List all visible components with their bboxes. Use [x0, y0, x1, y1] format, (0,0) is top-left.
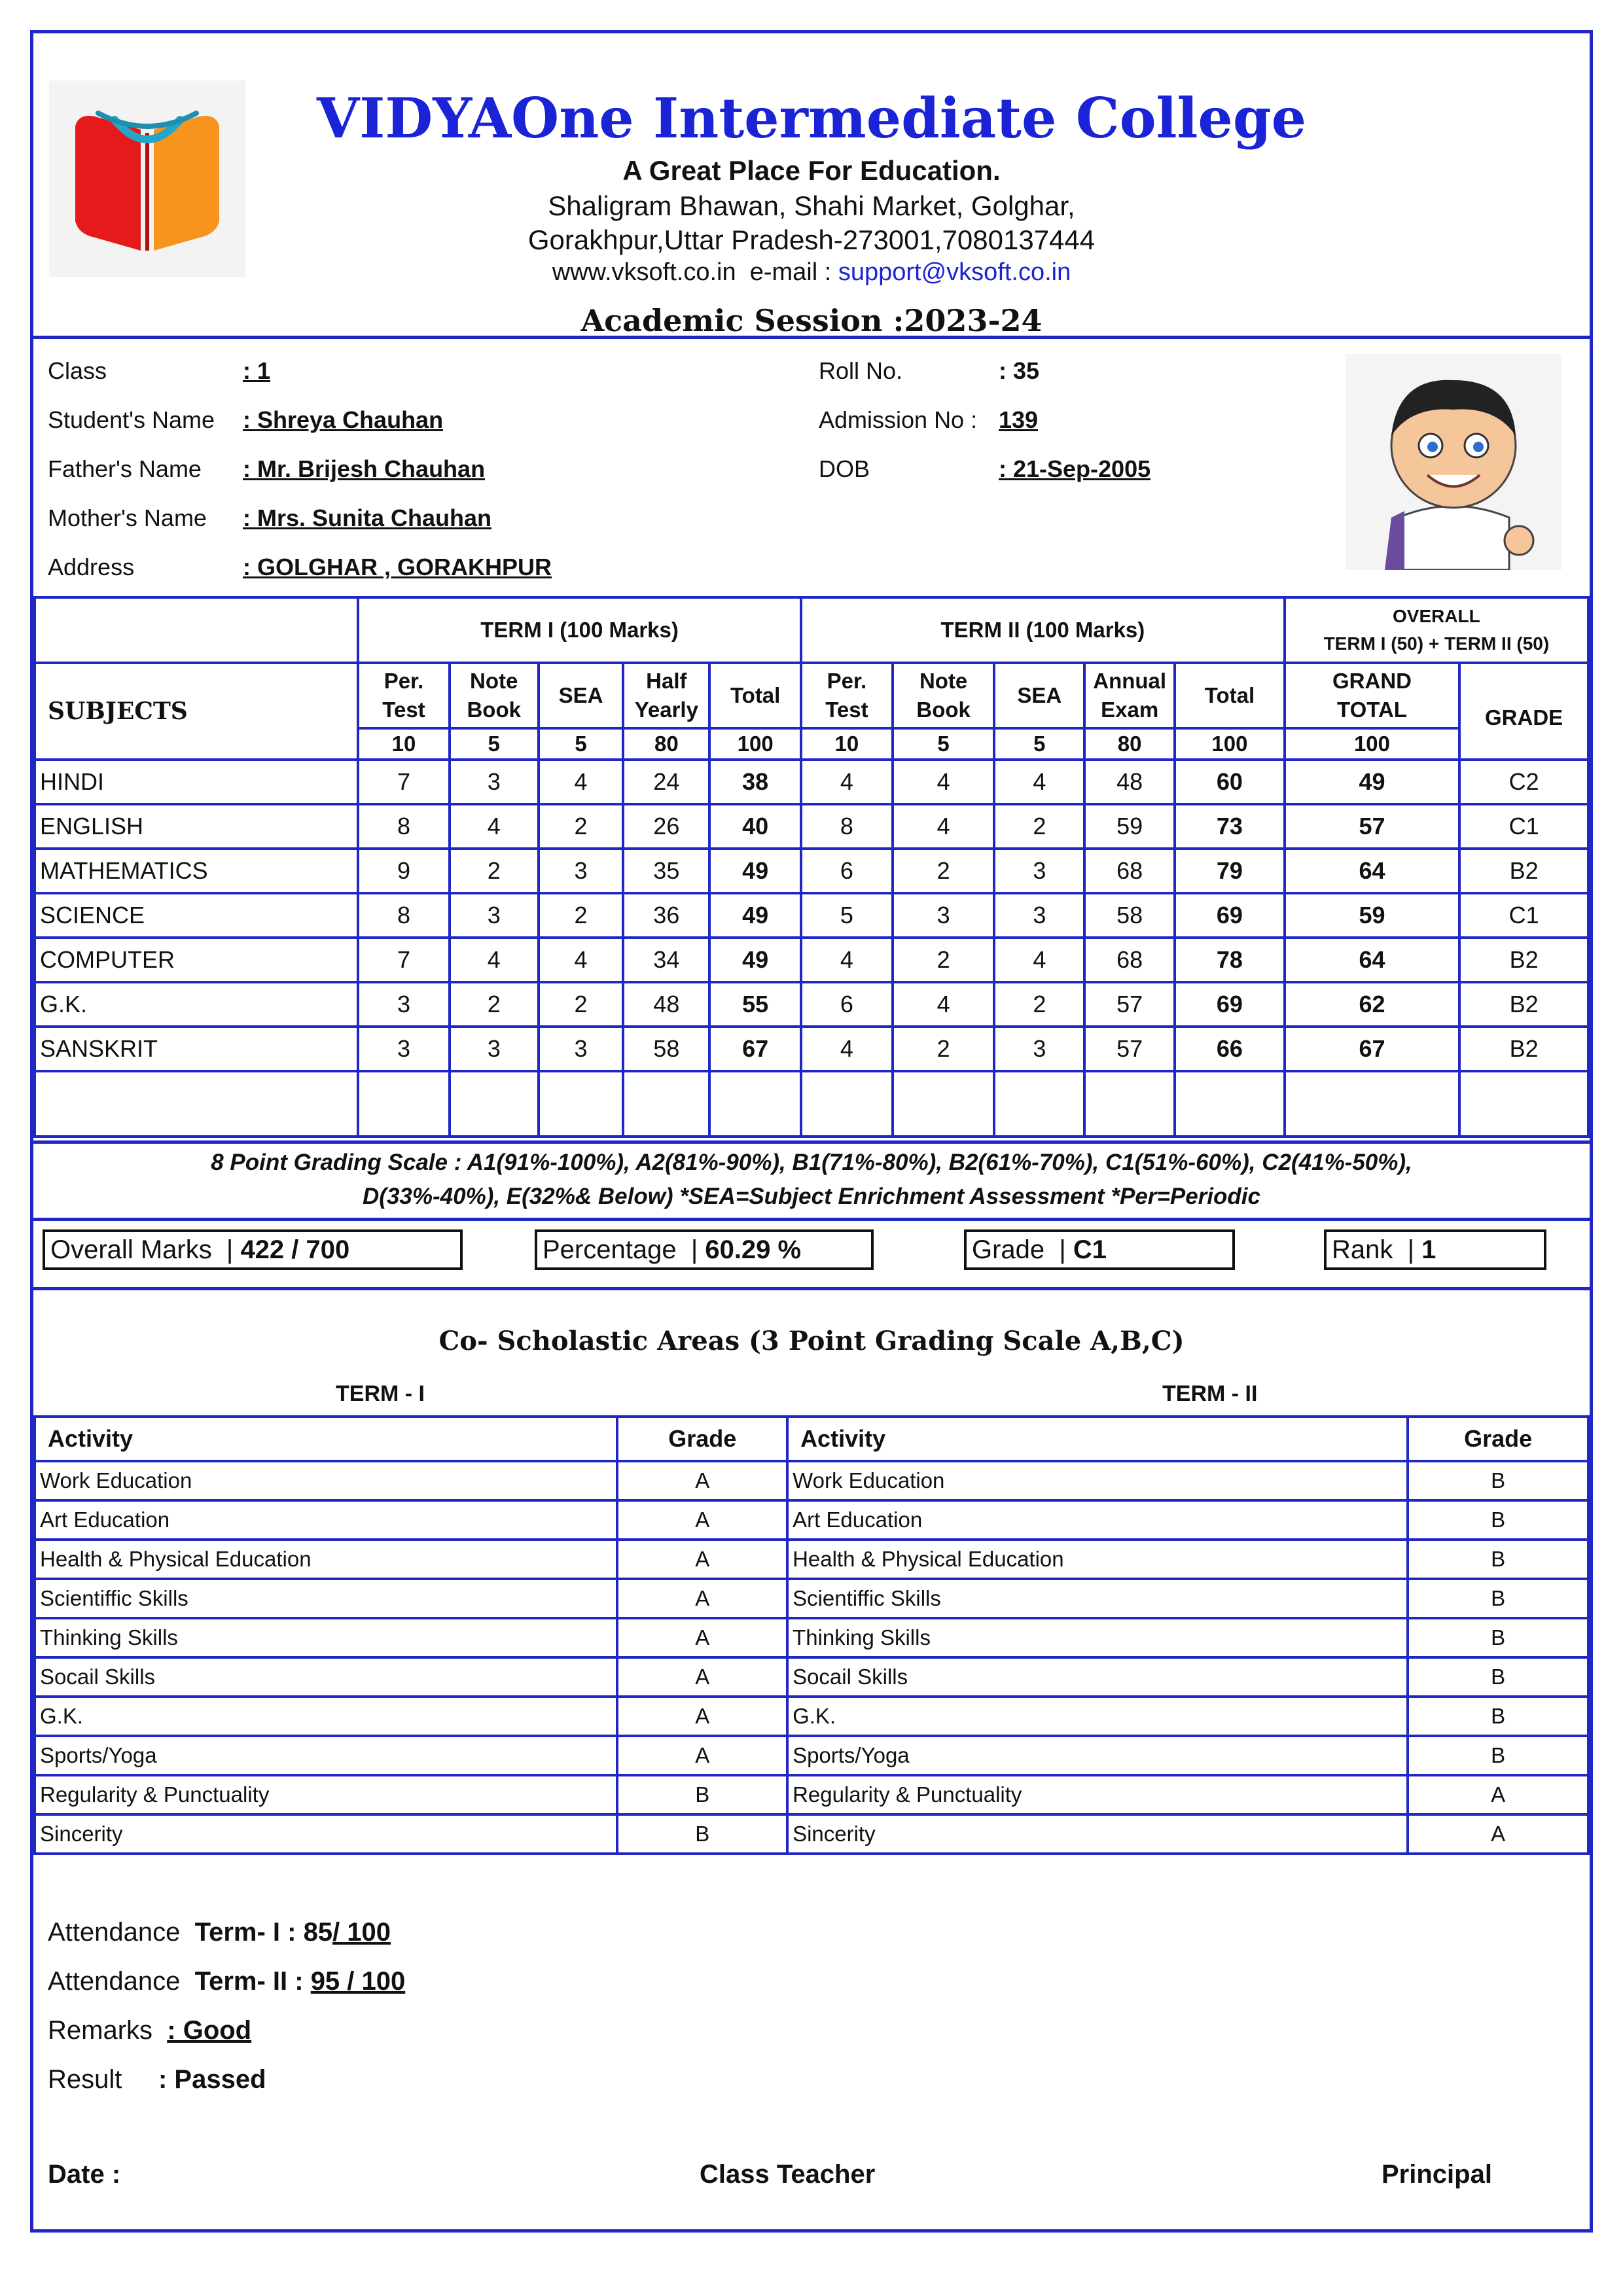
term1-mark-cell: 8: [358, 893, 450, 938]
marks-table: [33, 596, 1590, 1138]
remarks: [48, 2016, 251, 2045]
attendance-term2-value: 95 / 100: [310, 1967, 406, 1996]
term1-mark-cell: 2: [539, 982, 624, 1027]
activity-name: Sports/Yoga: [35, 1736, 617, 1775]
term1-mark-cell: 2: [539, 804, 624, 849]
term2-mark-cell: 59: [1084, 804, 1175, 849]
term1-grade: A: [617, 1697, 787, 1736]
co-scholastic-row: [35, 1814, 1588, 1854]
marks-row: [35, 1027, 1588, 1071]
term2-mark-cell: 4: [893, 760, 995, 804]
grade-header: Grade: [1408, 1417, 1588, 1461]
overall-marks-box: Overall Marks | 422 / 700: [43, 1229, 463, 1270]
term1-mark-cell: 3: [358, 1027, 450, 1071]
overall-subtitle: TERM I (50) + TERM II (50): [1323, 633, 1550, 654]
activity-name: Sincerity: [787, 1814, 1408, 1854]
marks-row: [35, 893, 1588, 938]
subject-name: HINDI: [35, 760, 358, 804]
col-total: Total: [1175, 663, 1285, 728]
grade-value: C1: [1073, 1235, 1107, 1264]
max-marks-cell: 10: [801, 728, 893, 760]
father-name-value: : Mr. Brijesh Chauhan: [243, 455, 486, 482]
divider: [33, 1218, 1590, 1221]
rank-box: Rank | 1: [1324, 1229, 1546, 1270]
term2-grade: A: [1408, 1814, 1588, 1854]
subject-name: SANSKRIT: [35, 1027, 358, 1071]
address-value: : GOLGHAR , GORAKHPUR: [243, 554, 552, 580]
term1-mark-cell: 24: [623, 760, 709, 804]
activity-name: Sports/Yoga: [787, 1736, 1408, 1775]
co-scholastic-row: [35, 1618, 1588, 1657]
term2-mark-cell: 3: [994, 1027, 1084, 1071]
address-label: Address: [48, 554, 135, 580]
term1-total-cell: 67: [709, 1027, 801, 1071]
term2-mark-cell: 3: [994, 849, 1084, 893]
student-name-value: : Shreya Chauhan: [243, 406, 444, 433]
grade-box: Grade | C1: [964, 1229, 1235, 1270]
col-total: Total: [709, 663, 801, 728]
col-note-book: Note Book: [893, 663, 995, 728]
term2-mark-cell: 3: [994, 893, 1084, 938]
term1-grade: A: [617, 1618, 787, 1657]
activity-name: Thinking Skills: [35, 1618, 617, 1657]
grand-total-cell: 67: [1285, 1027, 1459, 1071]
activity-name: Regularity & Punctuality: [35, 1775, 617, 1814]
co-scholastic-table: [33, 1415, 1590, 1855]
term2-grade: B: [1408, 1697, 1588, 1736]
marks-row: [35, 849, 1588, 893]
percentage-box: Percentage | 60.29 %: [535, 1229, 874, 1270]
activity-name: Scientiffic Skills: [35, 1579, 617, 1618]
term1-mark-cell: 58: [623, 1027, 709, 1071]
term2-mark-cell: 2: [994, 982, 1084, 1027]
grading-scale-line-2: D(33%-40%), E(32%& Below) *SEA=Subject Enrichment Assessment *Per=Periodic: [363, 1184, 1260, 1209]
term2-mark-cell: 3: [893, 893, 995, 938]
term2-mark-cell: 2: [893, 1027, 995, 1071]
term1-grade: A: [617, 1657, 787, 1697]
term2-grade: B: [1408, 1657, 1588, 1697]
term2-total-cell: 66: [1175, 1027, 1285, 1071]
term1-grade: A: [617, 1500, 787, 1540]
overall-marks-label: Overall Marks: [50, 1235, 212, 1264]
grade-cell: C1: [1459, 893, 1588, 938]
term2-total-cell: 78: [1175, 938, 1285, 982]
term1-mark-cell: 4: [539, 760, 624, 804]
term2-total-cell: 79: [1175, 849, 1285, 893]
activity-name: Work Education: [35, 1461, 617, 1500]
grand-total-cell: 64: [1285, 849, 1459, 893]
term1-grade: A: [617, 1461, 787, 1500]
term2-mark-cell: 4: [994, 760, 1084, 804]
co-scholastic-row: [35, 1500, 1588, 1540]
max-marks-cell: 100: [709, 728, 801, 760]
attendance-term2: [48, 1967, 405, 1996]
col-per-test: Per. Test: [358, 663, 450, 728]
contact-line: [33, 258, 1590, 287]
class-value: : 1: [243, 357, 271, 384]
co-scholastic-row: [35, 1579, 1588, 1618]
student-name-label: Student's Name: [48, 406, 215, 433]
result-value: : Passed: [158, 2065, 266, 2094]
report-card-frame: [30, 30, 1593, 2233]
term1-mark-cell: 35: [623, 849, 709, 893]
subject-name: SCIENCE: [35, 893, 358, 938]
mother-name-label: Mother's Name: [48, 504, 207, 531]
term2-total-cell: 60: [1175, 760, 1285, 804]
term1-mark-cell: 7: [358, 938, 450, 982]
term1-mark-cell: 3: [539, 849, 624, 893]
co-term1-title: TERM - I: [336, 1381, 425, 1406]
activity-name: Art Education: [787, 1500, 1408, 1540]
col-sea: SEA: [539, 663, 624, 728]
term2-grade: B: [1408, 1461, 1588, 1500]
term1-mark-cell: 3: [450, 1027, 539, 1071]
term1-total-cell: 49: [709, 893, 801, 938]
co-scholastic-row: [35, 1697, 1588, 1736]
academic-session: Academic Session :2023-24: [580, 303, 1043, 338]
divider: [33, 1140, 1590, 1144]
divider: [33, 1287, 1590, 1290]
attendance-term2-label: Term- II :: [194, 1967, 304, 1996]
term1-mark-cell: 7: [358, 760, 450, 804]
term1-total-cell: 49: [709, 849, 801, 893]
rank-label: Rank: [1332, 1235, 1393, 1264]
term2-total-cell: 69: [1175, 893, 1285, 938]
term2-mark-cell: 2: [893, 849, 995, 893]
activity-name: Socail Skills: [787, 1657, 1408, 1697]
col-per-test: Per. Test: [801, 663, 893, 728]
max-marks-cell: 5: [539, 728, 624, 760]
college-name: VIDYAOne Intermediate College: [316, 86, 1307, 150]
term1-grade: B: [617, 1814, 787, 1854]
term2-mark-cell: 4: [893, 804, 995, 849]
co-scholastic-body: [35, 1461, 1588, 1854]
attendance-term1: [48, 1918, 391, 1947]
term1-mark-cell: 9: [358, 849, 450, 893]
subject-name: MATHEMATICS: [35, 849, 358, 893]
activity-name: Art Education: [35, 1500, 617, 1540]
term1-total-cell: 49: [709, 938, 801, 982]
activity-name: G.K.: [35, 1697, 617, 1736]
term1-grade: B: [617, 1775, 787, 1814]
admission-label: Admission No :: [819, 406, 978, 433]
father-name-label: Father's Name: [48, 455, 202, 482]
subjects-header: SUBJECTS: [35, 663, 358, 760]
term2-total-cell: 69: [1175, 982, 1285, 1027]
grand-total-cell: 59: [1285, 893, 1459, 938]
term1-mark-cell: 2: [450, 982, 539, 1027]
mother-name-value: : Mrs. Sunita Chauhan: [243, 504, 492, 531]
activity-header: Activity: [787, 1417, 1408, 1461]
col-note-book: Note Book: [450, 663, 539, 728]
max-marks-cell: 100: [1175, 728, 1285, 760]
term2-grade: B: [1408, 1579, 1588, 1618]
term2-total-cell: 73: [1175, 804, 1285, 849]
activity-name: Work Education: [787, 1461, 1408, 1500]
co-scholastic-title: Co- Scholastic Areas (3 Point Grading Scale A,B,C): [438, 1326, 1185, 1356]
empty-cell: [35, 1071, 358, 1137]
subject-name: COMPUTER: [35, 938, 358, 982]
term2-mark-cell: 68: [1084, 938, 1175, 982]
dob-value: : 21-Sep-2005: [999, 455, 1151, 482]
term1-mark-cell: 2: [450, 849, 539, 893]
term2-mark-cell: 4: [893, 982, 995, 1027]
marks-row: [35, 938, 1588, 982]
term2-mark-cell: 58: [1084, 893, 1175, 938]
grand-total-cell: 62: [1285, 982, 1459, 1027]
term2-grade: A: [1408, 1775, 1588, 1814]
student-avatar-icon: [1346, 354, 1561, 570]
divider: [33, 336, 1590, 339]
attendance-label: Attendance: [48, 1918, 181, 1947]
co-term2-title: TERM - II: [1162, 1381, 1258, 1406]
activity-name: Sincerity: [35, 1814, 617, 1854]
max-marks-cell: 5: [994, 728, 1084, 760]
attendance-term1-label: Term- I :: [194, 1918, 296, 1947]
term2-mark-cell: 5: [801, 893, 893, 938]
address-line-1: Shaligram Bhawan, Shahi Market, Golghar,: [548, 190, 1075, 221]
term1-grade: A: [617, 1579, 787, 1618]
grade-cell: B2: [1459, 982, 1588, 1027]
rank-value: 1: [1421, 1235, 1436, 1264]
activity-name: Scientiffic Skills: [787, 1579, 1408, 1618]
percentage-label: Percentage: [543, 1235, 677, 1264]
dob-label: DOB: [819, 455, 870, 482]
attendance-term1-total: / 100: [332, 1918, 391, 1947]
remarks-label: Remarks: [48, 2016, 153, 2045]
term2-mark-cell: 4: [801, 938, 893, 982]
term1-total-cell: 55: [709, 982, 801, 1027]
term1-mark-cell: 34: [623, 938, 709, 982]
activity-name: Regularity & Punctuality: [787, 1775, 1408, 1814]
marks-row: [35, 804, 1588, 849]
activity-header: Activity: [35, 1417, 617, 1461]
term2-mark-cell: 57: [1084, 982, 1175, 1027]
email-link[interactable]: support@vksoft.co.in: [838, 258, 1071, 286]
activity-name: G.K.: [787, 1697, 1408, 1736]
marks-body: [35, 760, 1588, 1071]
principal-label: Principal: [1382, 2160, 1492, 2189]
percentage-value: 60.29 %: [705, 1235, 802, 1264]
co-scholastic-row: [35, 1461, 1588, 1500]
term1-total-cell: 40: [709, 804, 801, 849]
max-marks-cell: 5: [450, 728, 539, 760]
grand-total-cell: 49: [1285, 760, 1459, 804]
grand-total-cell: 64: [1285, 938, 1459, 982]
student-photo: [1346, 354, 1561, 570]
max-marks-cell: 80: [1084, 728, 1175, 760]
class-teacher-label: Class Teacher: [700, 2160, 876, 2189]
term2-mark-cell: 8: [801, 804, 893, 849]
col-annual-exam: Annual Exam: [1084, 663, 1175, 728]
overall-header: [1285, 597, 1588, 663]
term1-mark-cell: 3: [539, 1027, 624, 1071]
col-half-yearly: Half Yearly: [623, 663, 709, 728]
term1-grade: A: [617, 1540, 787, 1579]
result-label: Result: [48, 2065, 122, 2094]
term1-mark-cell: 2: [539, 893, 624, 938]
admission-value: 139: [999, 406, 1039, 433]
term1-mark-cell: 36: [623, 893, 709, 938]
term2-mark-cell: 57: [1084, 1027, 1175, 1071]
col-grade: GRADE: [1459, 663, 1588, 760]
roll-value: : 35: [999, 357, 1040, 384]
roll-label: Roll No.: [819, 357, 903, 384]
term2-mark-cell: 48: [1084, 760, 1175, 804]
activity-name: Health & Physical Education: [35, 1540, 617, 1579]
term2-mark-cell: 2: [994, 804, 1084, 849]
term1-mark-cell: 26: [623, 804, 709, 849]
co-scholastic-row: [35, 1657, 1588, 1697]
term2-mark-cell: 6: [801, 849, 893, 893]
grade-header: Grade: [617, 1417, 787, 1461]
term2-grade: B: [1408, 1618, 1588, 1657]
activity-name: Health & Physical Education: [787, 1540, 1408, 1579]
overall-marks-value: 422 / 700: [240, 1235, 350, 1264]
term1-title: TERM I (100 Marks): [358, 597, 801, 663]
term1-mark-cell: 8: [358, 804, 450, 849]
grading-scale: [33, 1146, 1590, 1214]
subject-name: G.K.: [35, 982, 358, 1027]
grade-label: Grade: [972, 1235, 1045, 1264]
term2-title: TERM II (100 Marks): [801, 597, 1285, 663]
term2-grade: B: [1408, 1540, 1588, 1579]
marks-row: [35, 982, 1588, 1027]
class-label: Class: [48, 357, 107, 384]
term1-mark-cell: 3: [358, 982, 450, 1027]
website-link[interactable]: www.vksoft.co.in: [552, 258, 736, 286]
term2-mark-cell: 4: [801, 1027, 893, 1071]
co-scholastic-row: [35, 1775, 1588, 1814]
term1-mark-cell: 4: [539, 938, 624, 982]
col-sea: SEA: [994, 663, 1084, 728]
grade-cell: B2: [1459, 849, 1588, 893]
co-scholastic-row: [35, 1736, 1588, 1775]
max-marks-cell: 100: [1285, 728, 1459, 760]
term1-mark-cell: 4: [450, 938, 539, 982]
term1-grade: A: [617, 1736, 787, 1775]
max-marks-cell: 5: [893, 728, 995, 760]
term2-grade: B: [1408, 1500, 1588, 1540]
subject-name: ENGLISH: [35, 804, 358, 849]
attendance-term1-value: 85: [303, 1918, 333, 1947]
attendance-label: Attendance: [48, 1967, 181, 1996]
grading-scale-line-1: 8 Point Grading Scale : A1(91%-100%), A2(81%-90%), B1(71%-80%), B2(61%-70%), C1(51%-60%), C2(41%-50%),: [211, 1150, 1412, 1175]
remarks-value: : Good: [167, 2016, 252, 2045]
term2-mark-cell: 4: [994, 938, 1084, 982]
grand-total-cell: 57: [1285, 804, 1459, 849]
term1-mark-cell: 48: [623, 982, 709, 1027]
co-scholastic-row: [35, 1540, 1588, 1579]
marks-row: [35, 760, 1588, 804]
term2-mark-cell: 68: [1084, 849, 1175, 893]
college-tagline: A Great Place For Education.: [622, 155, 1001, 186]
term2-mark-cell: 4: [801, 760, 893, 804]
grade-cell: C1: [1459, 804, 1588, 849]
grade-cell: B2: [1459, 1027, 1588, 1071]
term2-mark-cell: 6: [801, 982, 893, 1027]
email-label: e-mail :: [749, 258, 832, 286]
col-grand-total: GRAND TOTAL: [1285, 663, 1459, 728]
overall-title: OVERALL: [1392, 606, 1480, 626]
date-label: Date :: [48, 2160, 121, 2189]
term1-mark-cell: 4: [450, 804, 539, 849]
max-marks-cell: 80: [623, 728, 709, 760]
blank-cell: [35, 597, 358, 663]
grade-cell: C2: [1459, 760, 1588, 804]
term2-grade: B: [1408, 1736, 1588, 1775]
term1-mark-cell: 3: [450, 893, 539, 938]
address-line-2: Gorakhpur,Uttar Pradesh-273001,7080137444: [527, 224, 1096, 255]
grade-cell: B2: [1459, 938, 1588, 982]
max-marks-cell: 10: [358, 728, 450, 760]
activity-name: Socail Skills: [35, 1657, 617, 1697]
term1-total-cell: 38: [709, 760, 801, 804]
activity-name: Thinking Skills: [787, 1618, 1408, 1657]
term2-mark-cell: 2: [893, 938, 995, 982]
result: [48, 2065, 266, 2094]
term1-mark-cell: 3: [450, 760, 539, 804]
